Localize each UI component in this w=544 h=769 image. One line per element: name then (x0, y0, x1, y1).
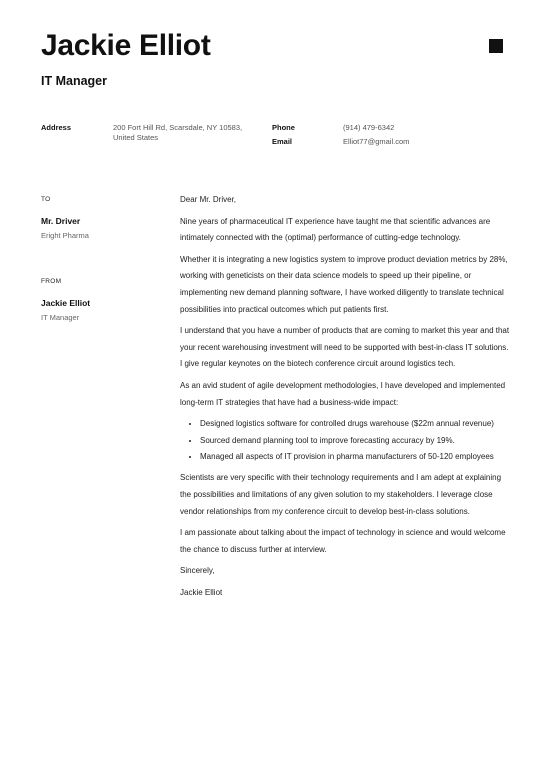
from-label: FROM (41, 278, 62, 285)
achievement-list (180, 416, 510, 465)
letter-paragraph: As an avid student of agile development methodologies, I have developed and implemented long-term IT strategies that have had a business-wide impact: (180, 380, 506, 407)
email-label: Email (272, 137, 293, 146)
address-line-1: 200 Fort Hill Rd, Scarsdale, NY 10583, (113, 123, 243, 132)
phone-label: Phone (272, 123, 295, 132)
salutation: Dear Mr. Driver, (180, 195, 237, 204)
letter-paragraph: Scientists are very specific with their technology requirements and I am adept at explaining the possibilities and limitations of any given solution to my stakeholders. I leverage close vendor relationships from my conference circuit to develop best-in-class solutions. (180, 473, 502, 516)
address-label: Address (41, 123, 72, 132)
letter-paragraph: Nine years of pharmaceutical IT experience have taught me that scientific advances are intimately connected with the (optimal) performance of cutting-edge technology. (180, 216, 491, 243)
letter-body (180, 192, 510, 607)
list-item: • Sourced demand planning tool to improve forecasting accuracy by 19%. (200, 433, 510, 449)
signoff: Sincerely, (180, 566, 215, 576)
letter-paragraph: I am passionate about talking about the impact of technology in science and would welcome the chance to discuss further at interview. (180, 528, 506, 554)
sender-title: IT Manager (41, 313, 80, 322)
square-decoration-icon (489, 39, 503, 53)
recipient-name: Mr. Driver (41, 216, 81, 226)
job-title: IT Manager (41, 74, 107, 88)
letter-paragraph: I understand that you have a number of products that are coming to market this year and that your recent warehousing investment will need to be supported with best-in-class IT solutions. I give regular keynotes on the biotech conference circuit around logistics tech. (180, 326, 510, 369)
phone-value: (914) 479-6342 (343, 123, 395, 132)
to-label: TO (41, 196, 51, 203)
recipient-company: Eright Pharma (41, 231, 89, 240)
letter-paragraph: Whether it is integrating a new logistics system to improve product deviation metrics by 28%, working with geneticists on their data science models to speed up their pipeline, or implementing new demand planning software, I have worked diligently to translate technical possibilities into practical outcomes which put patients first. (180, 254, 508, 314)
address-line-2: United States (113, 133, 159, 142)
list-item: • Designed logistics software for controlled drugs warehouse ($22m annual revenue) (200, 416, 510, 432)
sender-name: Jackie Elliot (41, 298, 91, 308)
email-value: Elliot77@gmail.com (343, 137, 410, 146)
list-item: • Managed all aspects of IT provision in pharma manufacturers of 50-120 employees (200, 449, 510, 465)
signature: Jackie Elliot (180, 587, 223, 597)
applicant-name: Jackie Elliot (41, 29, 211, 62)
